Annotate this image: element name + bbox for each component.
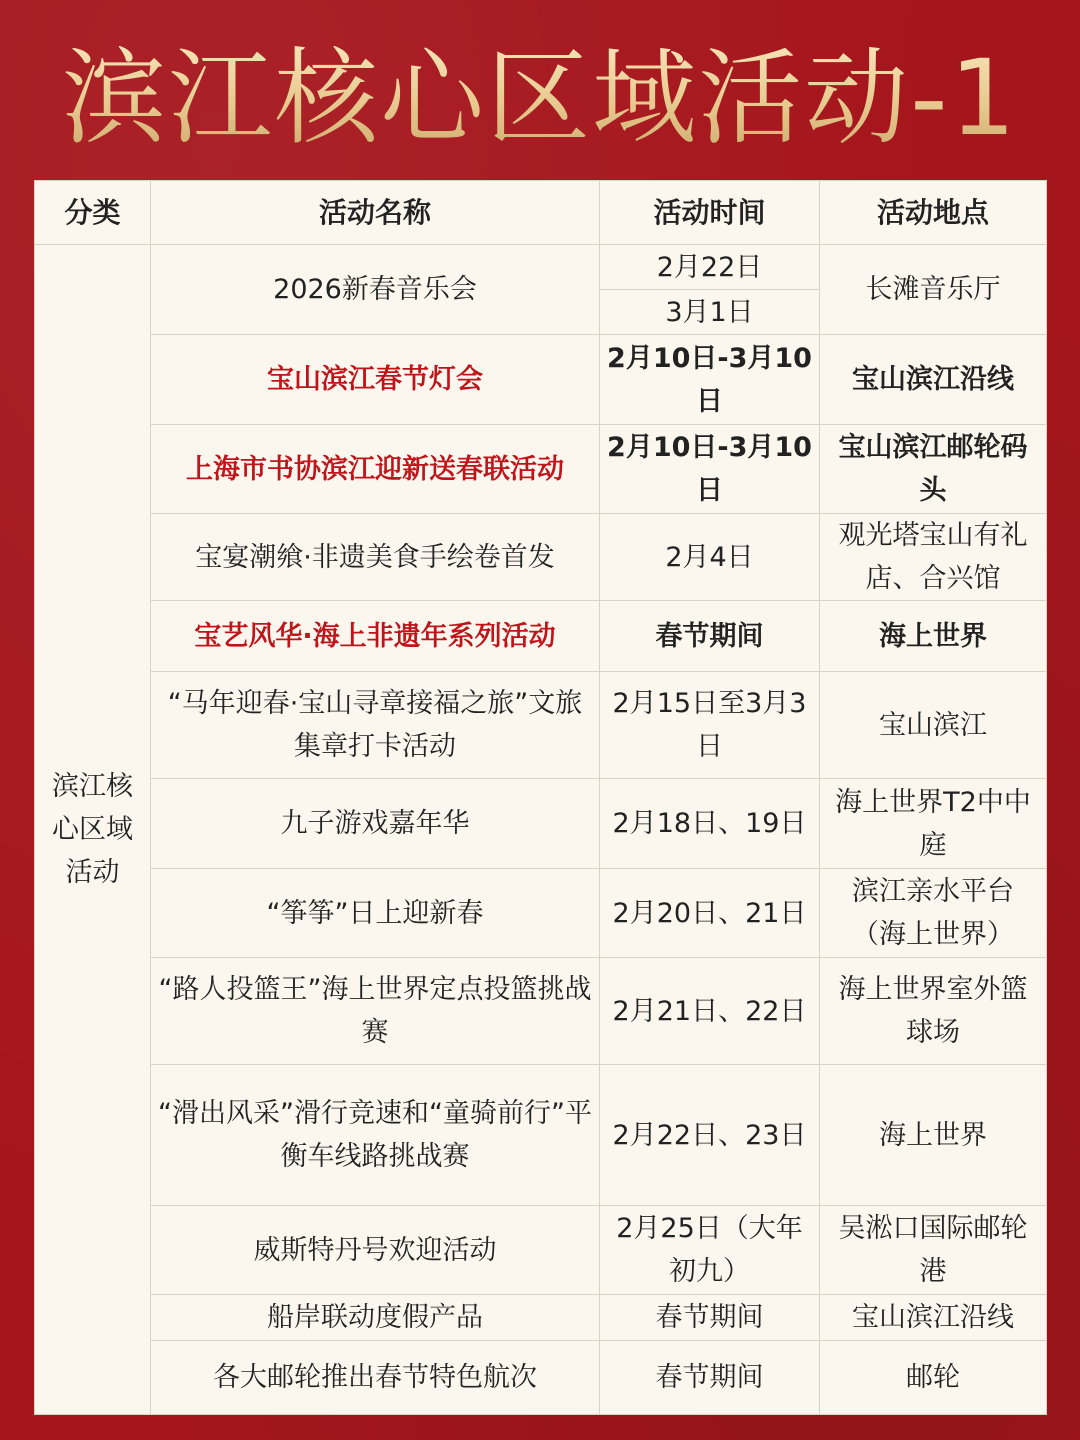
activity-name: 2026新春音乐会 (151, 245, 600, 335)
activity-place: 宝山滨江沿线 (820, 335, 1047, 425)
activity-time: 春节期间 (600, 1295, 820, 1341)
table-row (35, 514, 1047, 601)
activity-time: 2月4日 (600, 514, 820, 601)
activity-name: 威斯特丹号欢迎活动 (151, 1206, 600, 1295)
table-row (35, 869, 1047, 958)
activity-place: 吴淞口国际邮轮港 (820, 1206, 1047, 1295)
activity-place: 长滩音乐厅 (820, 245, 1047, 335)
activity-place: 海上世界 (820, 601, 1047, 672)
activity-time: 2月25日（大年初九） (600, 1206, 820, 1295)
activity-name: “滑出风采”滑行竞速和“童骑前行”平衡车线路挑战赛 (151, 1065, 600, 1206)
table-row (35, 672, 1047, 779)
activity-time: 2月21日、22日 (600, 958, 820, 1065)
activity-name: 九子游戏嘉年华 (151, 779, 600, 869)
activity-name: 各大邮轮推出春节特色航次 (151, 1341, 600, 1415)
category-cell: 滨江核心区域活动 (35, 245, 151, 1415)
table-row (35, 1295, 1047, 1341)
activity-name: 宝艺风华·海上非遗年系列活动 (151, 601, 600, 672)
activity-time: 春节期间 (600, 1341, 820, 1415)
table-row (35, 425, 1047, 514)
activity-time: 2月10日-3月10日 (600, 335, 820, 425)
activity-name: “路人投篮王”海上世界定点投篮挑战赛 (151, 958, 600, 1065)
activity-time: 2月18日、19日 (600, 779, 820, 869)
activity-time: 3月1日 (600, 290, 820, 335)
activity-table (34, 180, 1046, 1414)
activity-name: “筝筝”日上迎新春 (151, 869, 600, 958)
activity-place: 宝山滨江邮轮码头 (820, 425, 1047, 514)
activity-time: 2月15日至3月3日 (600, 672, 820, 779)
header-activity-name: 活动名称 (151, 181, 600, 245)
header-activity-time: 活动时间 (600, 181, 820, 245)
table-header-row (35, 181, 1047, 245)
activity-name: 船岸联动度假产品 (151, 1295, 600, 1341)
header-activity-place: 活动地点 (820, 181, 1047, 245)
activity-time: 2月22日 (600, 245, 820, 290)
activity-time: 2月10日-3月10日 (600, 425, 820, 514)
activity-time: 春节期间 (600, 601, 820, 672)
activity-time: 2月20日、21日 (600, 869, 820, 958)
activity-place: 滨江亲水平台（海上世界） (820, 869, 1047, 958)
activity-name: “马年迎春·宝山寻章接福之旅”文旅集章打卡活动 (151, 672, 600, 779)
header-category: 分类 (35, 181, 151, 245)
table-row (35, 601, 1047, 672)
table-row (35, 958, 1047, 1065)
table-row (35, 1341, 1047, 1415)
table-row (35, 335, 1047, 425)
activity-place: 宝山滨江沿线 (820, 1295, 1047, 1341)
activity-place: 宝山滨江 (820, 672, 1047, 779)
table-row (35, 1065, 1047, 1206)
table-row (35, 779, 1047, 869)
activity-place: 海上世界室外篮球场 (820, 958, 1047, 1065)
activity-place: 观光塔宝山有礼店、合兴馆 (820, 514, 1047, 601)
activity-name: 上海市书协滨江迎新送春联活动 (151, 425, 600, 514)
table-row (35, 1206, 1047, 1295)
activity-name: 宝宴潮飨·非遗美食手绘卷首发 (151, 514, 600, 601)
activity-place: 邮轮 (820, 1341, 1047, 1415)
page-title: 滨江核心区域活动-1 (0, 28, 1080, 168)
activity-time: 2月22日、23日 (600, 1065, 820, 1206)
activity-place: 海上世界T2中中庭 (820, 779, 1047, 869)
activity-place: 海上世界 (820, 1065, 1047, 1206)
table-row (35, 245, 1047, 290)
activity-name: 宝山滨江春节灯会 (151, 335, 600, 425)
